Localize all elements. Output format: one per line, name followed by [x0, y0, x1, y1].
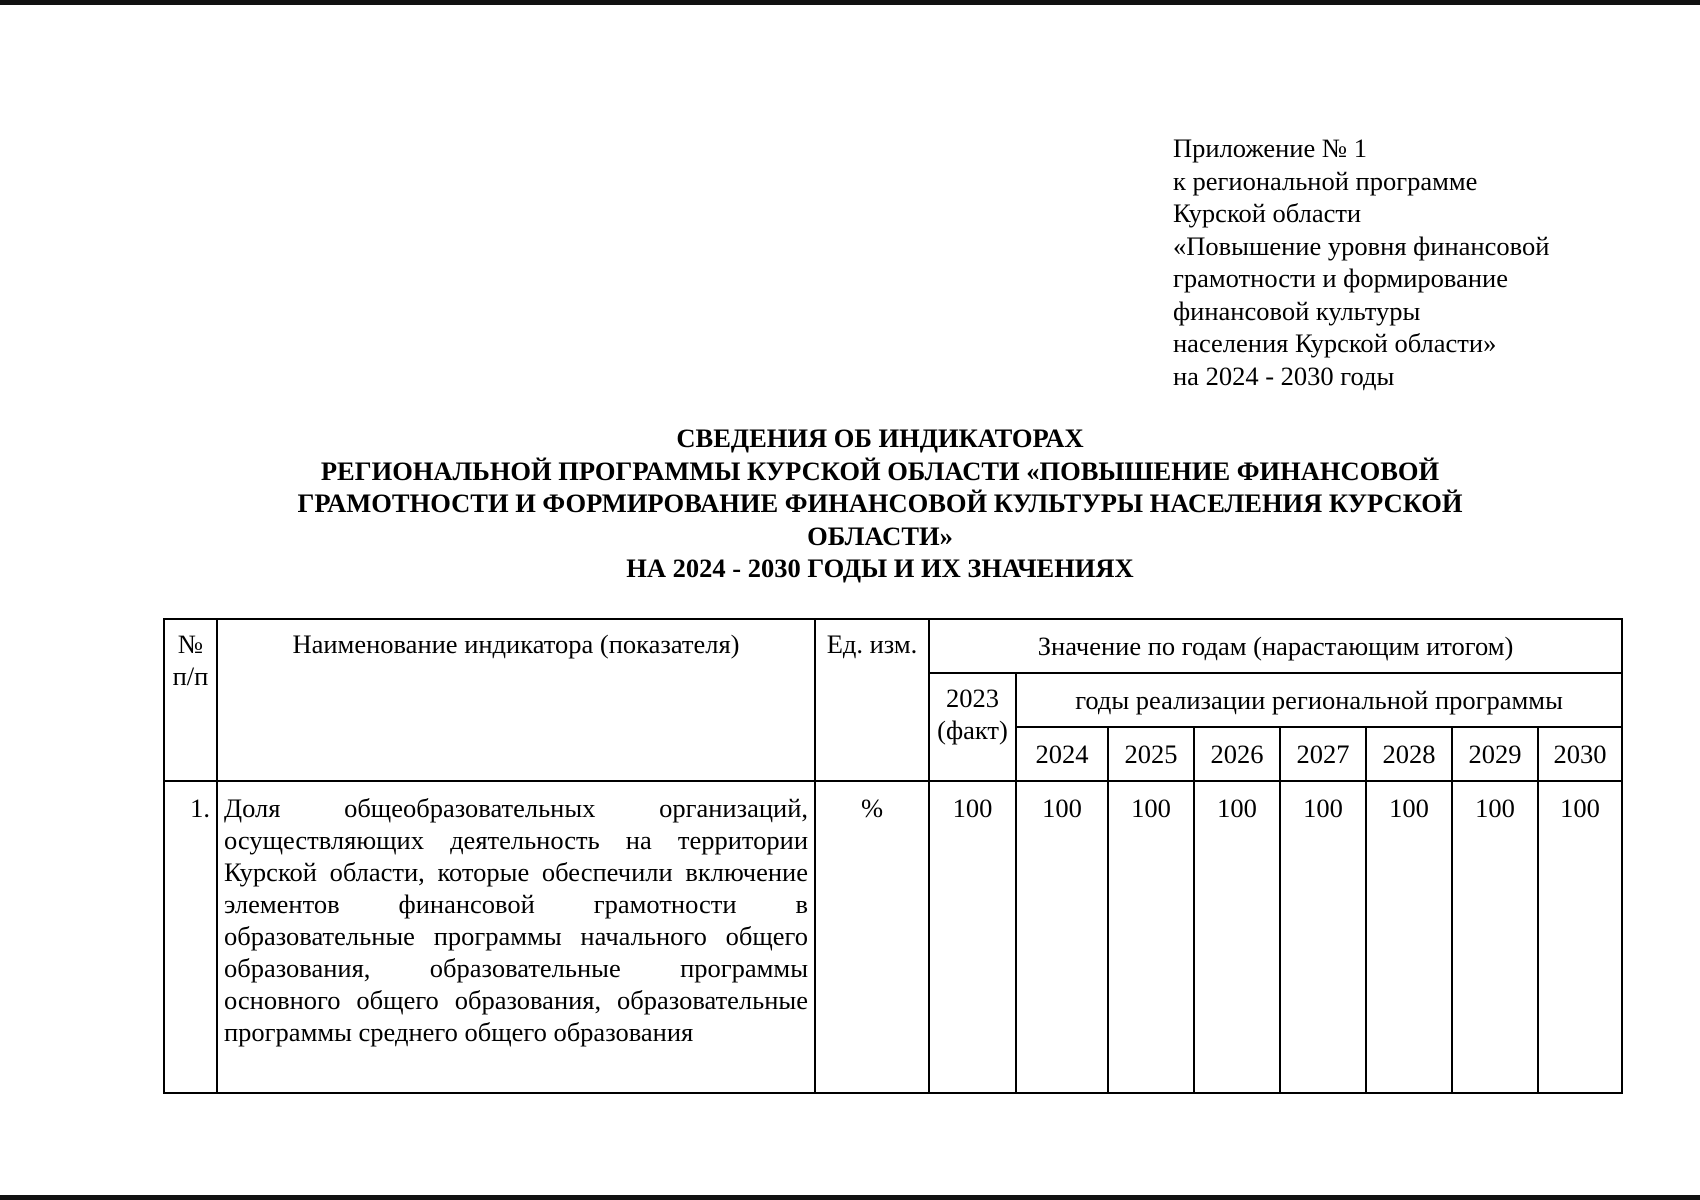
row-year-value: 100 — [1538, 781, 1622, 1093]
document-title — [150, 422, 1610, 585]
appendix-line: грамотности и формирование — [1173, 263, 1508, 293]
header-year: 2024 — [1016, 727, 1108, 781]
row-year-value: 100 — [1108, 781, 1194, 1093]
scan-edge-top — [0, 0, 1700, 5]
indicators-table — [163, 618, 1623, 1094]
header-year: 2026 — [1194, 727, 1280, 781]
title-line: СВЕДЕНИЯ ОБ ИНДИКАТОРАХ — [676, 423, 1084, 453]
title-line: НА 2024 - 2030 ГОДЫ И ИХ ЗНАЧЕНИЯХ — [626, 553, 1134, 583]
header-year: 2025 — [1108, 727, 1194, 781]
title-line: РЕГИОНАЛЬНОЙ ПРОГРАММЫ КУРСКОЙ ОБЛАСТИ «ПОВЫШЕНИЕ ФИНАНСОВОЙ — [320, 455, 1440, 486]
table-row — [164, 781, 1622, 1093]
appendix-line: на 2024 - 2030 годы — [1173, 360, 1395, 391]
header-year: 2029 — [1452, 727, 1538, 781]
header-year: 2027 — [1280, 727, 1366, 781]
row-number: 1. — [164, 781, 217, 1093]
fact-year: 2023 — [946, 683, 999, 713]
row-year-value: 100 — [1366, 781, 1452, 1093]
header-values-by-year: Значение по годам (нарастающим итогом) — [929, 619, 1622, 673]
row-indicator-name: Доля общеобразовательных организаций, осуществляющих деятельность на территории Курской области, которые обеспечили включение элементов финансовой грамотности в образовательные программы начального общего образования, образовательные программы основного общего образования, образовательные программы среднего общего образования — [217, 781, 815, 1093]
appendix-note — [1173, 132, 1653, 392]
header-fact-year — [929, 673, 1016, 781]
title-line: ОБЛАСТИ» — [807, 520, 953, 551]
header-indicator-name: Наименование индикатора (показателя) — [217, 619, 815, 781]
appendix-line: «Повышение уровня финансовой — [1173, 230, 1550, 261]
appendix-line: к региональной программе — [1173, 165, 1478, 196]
appendix-line: финансовой культуры — [1173, 295, 1421, 326]
table-header-row — [164, 619, 1622, 673]
row-year-value: 100 — [1452, 781, 1538, 1093]
header-year: 2028 — [1366, 727, 1452, 781]
scan-edge-bottom — [0, 1195, 1700, 1200]
title-line: ГРАМОТНОСТИ И ФОРМИРОВАНИЕ ФИНАНСОВОЙ КУЛЬТУРЫ НАСЕЛЕНИЯ КУРСКОЙ — [297, 488, 1463, 518]
header-year: 2030 — [1538, 727, 1622, 781]
header-unit: Ед. изм. — [815, 619, 929, 781]
row-unit: % — [815, 781, 929, 1093]
header-number-symbol: № — [177, 629, 204, 659]
header-number — [164, 619, 217, 781]
row-year-value: 100 — [1280, 781, 1366, 1093]
appendix-line: населения Курской области» — [1173, 328, 1497, 358]
row-year-value: 100 — [1016, 781, 1108, 1093]
header-implementation-years: годы реализации региональной программы — [1016, 673, 1622, 727]
appendix-line: Приложение № 1 — [1173, 133, 1368, 163]
header-number-label: п/п — [172, 661, 209, 691]
appendix-line: Курской области — [1173, 198, 1362, 228]
row-year-value: 100 — [1194, 781, 1280, 1093]
fact-label: (факт) — [937, 715, 1008, 745]
row-fact-value: 100 — [929, 781, 1016, 1093]
